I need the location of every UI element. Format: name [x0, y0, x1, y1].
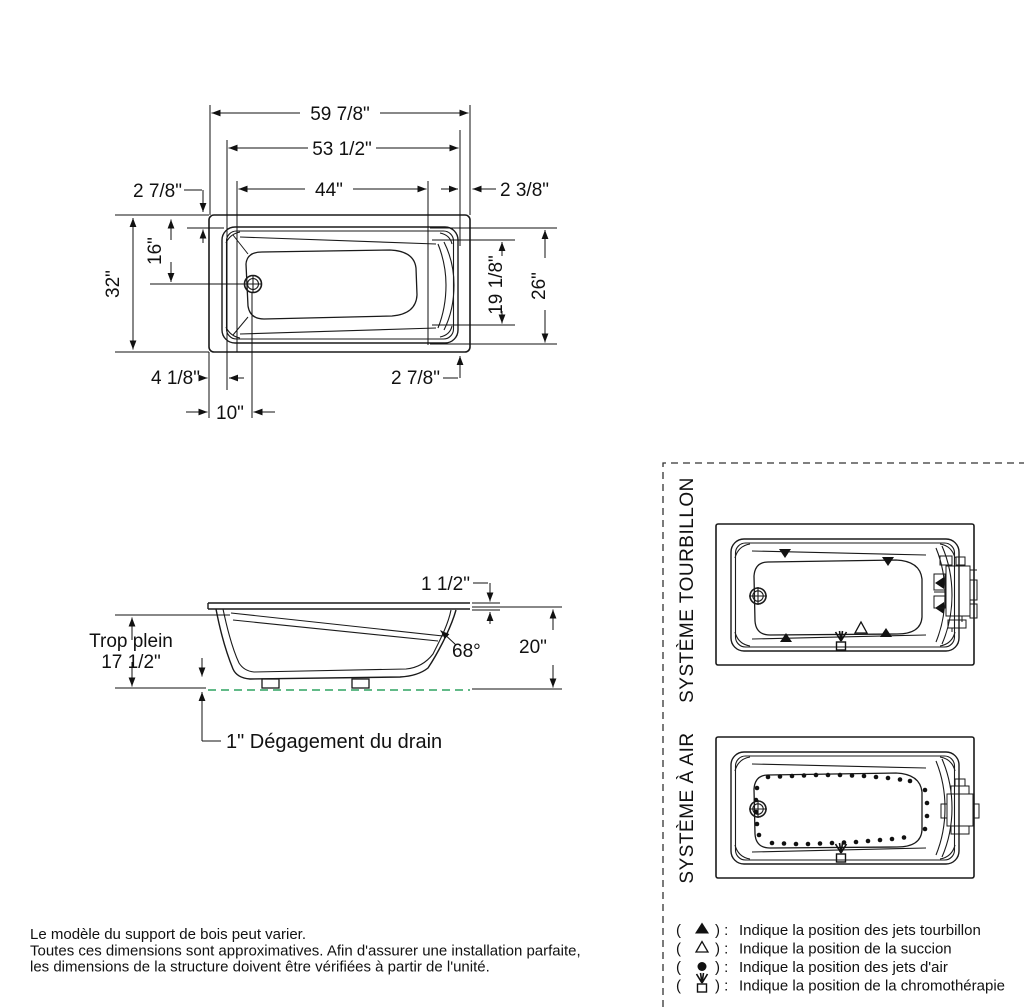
- side-dimension-lines: [132, 592, 553, 741]
- systems-panel: [663, 463, 1024, 1007]
- legend-open-paren: (: [676, 922, 681, 939]
- dim-total-length-label: 59 7/8": [310, 104, 370, 125]
- whirlpool-pump: [934, 556, 977, 632]
- legend-open-paren: (: [676, 977, 681, 995]
- legend: [676, 922, 1005, 995]
- air-diagram: [716, 737, 979, 878]
- tub-rim-outline: [222, 227, 458, 343]
- note-line-2: Toutes ces dimensions sont approximatives. Afin d'assurer une installation parfaite,: [30, 942, 581, 960]
- dim-basin-width-label: 19 1/8": [486, 255, 507, 315]
- legend-label: Indique la position des jets d'air: [739, 959, 948, 976]
- tub-basin-outline: [246, 250, 417, 319]
- legend-open-paren: (: [676, 940, 681, 958]
- dim-rim-length-label: 53 1/2": [312, 139, 372, 160]
- tourbillon-panel-title: SYSTÈME TOURBILLON: [677, 477, 698, 703]
- tourbillon-diagram: [716, 524, 977, 665]
- legend-close-paren: ) :: [715, 940, 729, 958]
- dim-drain-from-edge-label: 16": [145, 237, 166, 265]
- jet-air-marker: [698, 962, 707, 971]
- legend-row-tourbillon: [676, 922, 981, 939]
- top-view: [103, 104, 557, 424]
- tub-side-profile: [208, 603, 470, 679]
- overflow-value: 17 1/2": [101, 652, 161, 673]
- drain-icon: [244, 275, 262, 293]
- legend-label: Indique la position de la succion: [739, 940, 952, 958]
- legend-close-paren: ) :: [715, 959, 729, 976]
- dim-height-label: 20": [519, 637, 547, 658]
- dim-basin-length-label: 44": [315, 180, 343, 201]
- air-panel-title: SYSTÈME À AIR: [677, 732, 698, 884]
- legend-close-paren: ) :: [715, 977, 729, 995]
- dim-corner-offset-label: 4 1/8": [150, 368, 200, 389]
- note-line-1: Le modèle du support de bois peut varier.: [30, 926, 307, 943]
- legend-row-succion: [676, 941, 952, 958]
- legend-close-paren: ) :: [715, 922, 729, 939]
- side-view: [89, 574, 562, 753]
- chromotherapie-marker: [697, 973, 708, 992]
- dim-drain-from-left-label: 10": [216, 403, 244, 424]
- side-extension-lines: [115, 583, 562, 741]
- dim-total-width-label: 32": [103, 270, 124, 298]
- dim-bottom-right-offset-label: 2 7/8": [390, 368, 440, 389]
- notes: [30, 926, 581, 976]
- legend-row-air: [676, 959, 948, 976]
- succion-marker: [855, 622, 867, 633]
- wall-angle-label: 68°: [452, 641, 481, 662]
- dim-rim-offset-top-right-label: 2 3/8": [500, 180, 550, 201]
- overflow-label: Trop plein: [89, 631, 173, 652]
- jet-air-markers: [754, 773, 930, 847]
- wood-support-feet: [262, 679, 369, 688]
- dim-rim-width-label: 26": [529, 272, 550, 300]
- legend-label: Indique la position de la chromothérapie: [739, 977, 1006, 995]
- drain-clearance-label: 1" Dégagement du drain: [226, 731, 443, 753]
- note-line-3: les dimensions de la structure doivent être vérifiées à partir de l'unité.: [30, 958, 490, 976]
- legend-label: Indique la position des jets tourbillon: [739, 922, 981, 939]
- dim-rim-offset-top-left-label: 2 7/8": [132, 181, 182, 202]
- legend-row-chromotherapie: [676, 973, 1005, 995]
- dim-rim-thickness-label: 1 1/2": [420, 574, 470, 595]
- succion-marker: [696, 942, 708, 953]
- chromotherapie-marker: [836, 843, 847, 862]
- jet-tourbillon-marker: [695, 923, 709, 934]
- legend-open-paren: (: [676, 959, 681, 976]
